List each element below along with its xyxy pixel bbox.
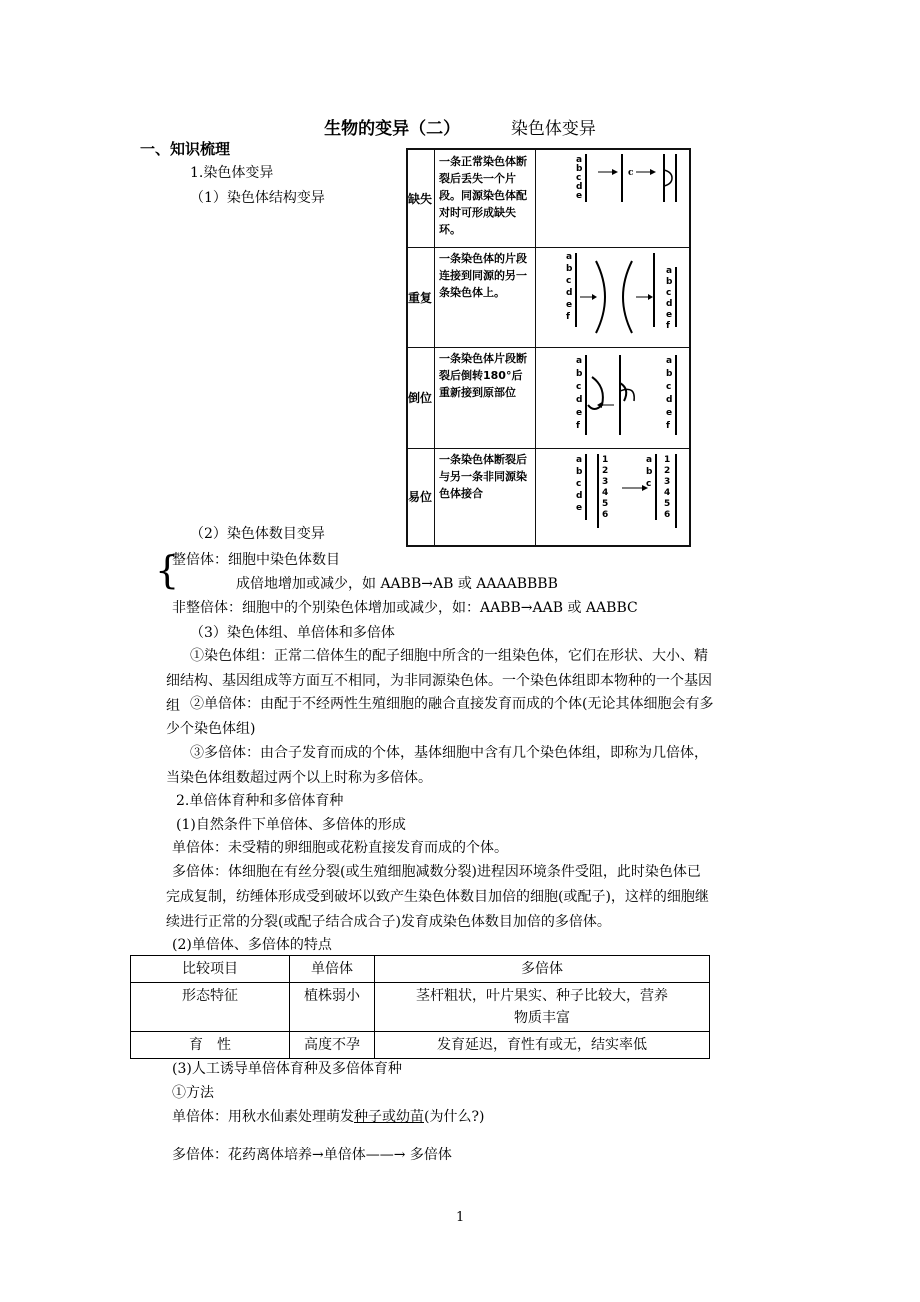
table-cell: 形态特征 [131, 983, 290, 1032]
table-header: 单倍体 [290, 956, 375, 983]
figure-row-translocation [408, 448, 689, 545]
figure-row-deletion [408, 150, 689, 248]
gene-label: d [666, 299, 673, 309]
gene-label: f [566, 312, 570, 322]
gene-label: a [646, 455, 653, 465]
gene-label: b [576, 369, 583, 379]
gene-label: b [646, 467, 653, 477]
gene-label: d [666, 395, 673, 405]
table-cell: 育 性 [131, 1032, 290, 1059]
gene-label: b [576, 467, 583, 477]
item-2-2: (2)单倍体、多倍体的特点 [172, 937, 332, 953]
brace-symbol: { [155, 548, 180, 592]
table-header-row [131, 956, 710, 983]
svg-text:a: a [576, 155, 583, 165]
gene-label: 3 [664, 477, 671, 487]
gene-label: 1 [602, 455, 609, 465]
item-1-3: （3）染色体组、单倍体和多倍体 [190, 625, 395, 641]
definition-chromosome-set: ①染色体组：正常二倍体生的配子细胞中所含的一组染色体，它们在形状、大小、精细结构、基因组成等方面互不相同，为非同源染色体。一个染色体组即本物种的一个基因组 [166, 648, 712, 714]
definition-polyploid: ③多倍体：由合子发育而成的个体，基体细胞中含有几个染色体组，即称为几倍体，当染色体组数超过两个以上时称为多倍体。 [166, 745, 708, 786]
euploid-line-1: 整倍体：细胞中染色体数目 [172, 552, 340, 568]
row-description: 一条染色体的片段连接到同源的另一条染色体上。 [434, 247, 536, 347]
section-heading: 一、知识梳理 [140, 140, 231, 158]
svg-text:e: e [576, 191, 583, 201]
table-row [131, 983, 710, 1032]
table-header: 多倍体 [375, 956, 710, 983]
svg-text:c: c [576, 173, 582, 183]
method-heading: ①方法 [172, 1085, 214, 1101]
haploid-method [172, 1106, 484, 1126]
row-description: 一条染色体片段断裂后倒转180°后重新接到原部位 [434, 347, 536, 448]
table-header: 比较项目 [131, 956, 290, 983]
polyploid-method: 多倍体：花药离体培养→单倍体——→ 多倍体 [172, 1147, 452, 1163]
gene-label: 6 [602, 510, 609, 520]
gene-label: a [666, 266, 673, 276]
row-label: 倒位 [408, 391, 433, 405]
gene-label: 5 [602, 499, 609, 509]
gene-label: 4 [602, 488, 609, 498]
gene-label: 3 [602, 477, 609, 487]
table-cell: 茎杆粗状，叶片果实、种子比较大，营养物质丰富 [375, 983, 710, 1032]
gene-label: 1 [664, 455, 671, 465]
gene-label: e [566, 300, 573, 310]
gene-label: b [666, 277, 673, 287]
gene-label: a [576, 455, 583, 465]
polyploid-natural: 多倍体：体细胞在有丝分裂(或生殖细胞减数分裂)进程因环境条件受阻，此时染色体已完成复制，纺缍体形成受到破坏以致产生染色体数目加倍的细胞(或配子)，这样的细胞继续进行正常的分裂(或配子结合成合子)发育成染色体数目加倍的多倍体。 [166, 864, 709, 930]
svg-text:d: d [576, 182, 583, 192]
gene-label: a [666, 356, 673, 366]
gene-label: f [666, 421, 670, 431]
gene-label: c [666, 288, 672, 298]
chromosome-structure-figure [406, 148, 691, 547]
table-row [131, 1032, 710, 1059]
deletion-diagram [536, 150, 686, 246]
item-2: 2.单倍体育种和多倍体育种 [176, 793, 344, 809]
gene-label: b [666, 369, 673, 379]
gene-label: 6 [664, 510, 671, 520]
item-1-2: （2）染色体数目变异 [190, 526, 325, 542]
gene-label: 5 [664, 499, 671, 509]
row-label: 重复 [408, 291, 433, 305]
haploid-natural: 单倍体：未受精的卵细胞或花粉直接发育而成的个体。 [172, 840, 508, 856]
gene-label: e [576, 503, 583, 513]
row-label: 易位 [408, 490, 433, 504]
figure-row-inversion [408, 347, 689, 449]
title-main: 生物的变异（二） [324, 119, 461, 139]
comparison-table [130, 955, 710, 1059]
gene-label: 4 [664, 488, 671, 498]
gene-label: f [576, 421, 580, 431]
gene-label: d [566, 288, 573, 298]
row-description: 一条染色体断裂后与另一条非同源染色体接合 [434, 448, 536, 545]
haploid-method-underlined: 种子或幼苗 [354, 1109, 424, 1125]
item-1-1: （1）染色体结构变异 [190, 190, 325, 206]
figure-row-duplication [408, 247, 689, 348]
item-1: 1.染色体变异 [190, 165, 274, 181]
gene-label: a [576, 356, 583, 366]
definition-haploid: ②单倍体：由配于不经两性生殖细胞的融合直接发育而成的个体(无论其体细胞会有多少个染色体组) [166, 696, 714, 737]
gene-label: f [666, 321, 670, 331]
gene-label: c [566, 276, 572, 286]
title-sub: 染色体变异 [510, 119, 596, 139]
gene-label: c [646, 479, 652, 489]
gene-label: d [576, 395, 583, 405]
haploid-method-text: 单倍体：用秋水仙素处理萌发 [172, 1109, 354, 1125]
table-cell: 发育延迟，育性有或无，结实率低 [375, 1032, 710, 1059]
gene-label: 2 [602, 466, 609, 476]
gene-label: e [576, 408, 583, 418]
gene-label: e [666, 310, 673, 320]
svg-text:c: c [628, 168, 634, 178]
row-label: 缺失 [408, 192, 433, 206]
svg-text:b: b [576, 164, 583, 174]
page-title [0, 114, 920, 139]
table-cell: 植株弱小 [290, 983, 375, 1032]
item-2-1: (1)自然条件下单倍体、多倍体的形成 [176, 817, 406, 833]
gene-label: b [566, 264, 573, 274]
page-number: 1 [456, 1210, 465, 1225]
aneuploid-line: 非整倍体：细胞中的个别染色体增加或减少，如：AABB→AAB 或 AABBC [172, 600, 638, 616]
gene-label: c [576, 382, 582, 392]
gene-label: d [576, 491, 583, 501]
euploid-line-2: 成倍地增加或减少，如 AABB→AB 或 AAAABBBB [236, 576, 558, 592]
duplication-diagram [536, 247, 686, 346]
haploid-method-question: (为什么?) [424, 1109, 485, 1125]
translocation-diagram [536, 448, 686, 544]
gene-label: c [666, 382, 672, 392]
inversion-diagram [536, 347, 686, 447]
table-cell: 高度不孕 [290, 1032, 375, 1059]
item-2-3: (3)人工诱导单倍体育种及多倍体育种 [172, 1061, 402, 1077]
gene-label: c [576, 479, 582, 489]
gene-label: e [666, 408, 673, 418]
row-description: 一条正常染色体断裂后丢失一个片段。同源染色体配对时可形成缺失环。 [434, 150, 536, 247]
gene-label: 2 [664, 466, 671, 476]
gene-label: a [566, 252, 573, 262]
